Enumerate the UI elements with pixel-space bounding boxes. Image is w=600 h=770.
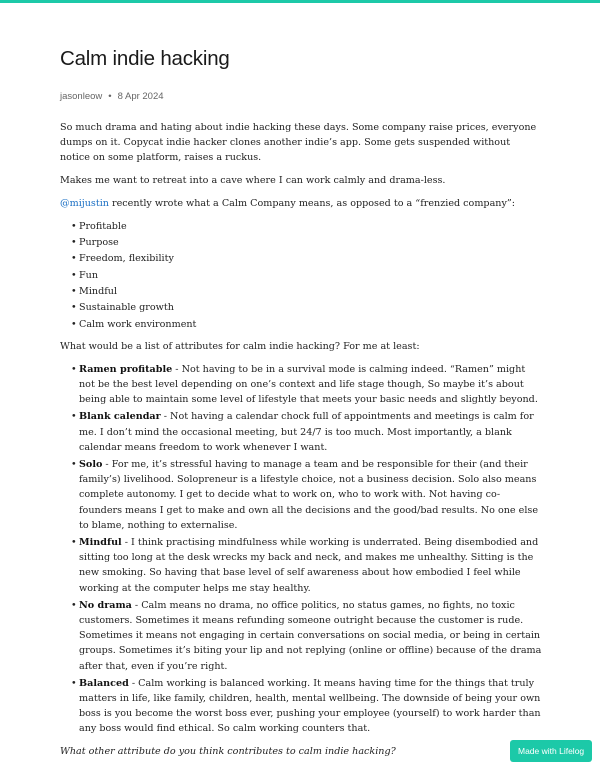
paragraph	[60, 196, 542, 211]
attribute-item	[73, 457, 542, 533]
list-item: • Fun	[73, 268, 542, 283]
made-with-lifelog-button[interactable]: Made with Lifelog	[510, 740, 592, 762]
attribute-item	[73, 598, 542, 674]
paragraph-text: recently wrote what a Calm Company means, as opposed to a “frenzied company”:	[108, 197, 516, 209]
attribute-item	[73, 409, 542, 455]
attribute-item	[73, 535, 542, 596]
attribute-text: - I think practising mindfulness while working is underrated. Being disembodied and sitting too long at the desk wrecks my back and neck, and makes me unhealthy. Sitting is the new smoking. So having that base level of self awareness about how embodied I feel while working at the computer helps me stay healthy.	[79, 537, 539, 594]
attribute-text: - Not having a calendar chock full of appointments and meetings is calm for me. I don’t mind the occasional meeting, but 24/7 is too much. Most importantly, a blank calendar means freedom to work whenever I want.	[79, 411, 534, 453]
calm-company-list	[60, 219, 542, 333]
closing-question	[60, 744, 542, 759]
attribute-text: - Calm means no drama, no office politics, no status games, no fights, no toxic customers. Sometimes it means refunding someone outright because the customer is rude. Sometimes it means not engaging in certain conversations on social media, or being in certain groups. Sometimes it’s biting your lip and not replying (online or offline) because of the drama after that, even if you’re right.	[79, 599, 542, 672]
attribute-item	[73, 362, 542, 408]
page-title: Calm indie hacking	[60, 47, 230, 70]
list-item: • Profitable	[73, 219, 542, 234]
attribute-term: Balanced	[79, 677, 129, 689]
post-meta	[60, 91, 542, 102]
author-link[interactable]: jasonleow	[60, 91, 103, 102]
list-item: • Purpose	[73, 235, 542, 250]
paragraph: So much drama and hating about indie hacking these days. Some company raise prices, everyone dumps on it. Copycat indie hacker clones another indie’s app. Some gets suspended without notice on some platform, raises a ruckus.	[60, 122, 537, 164]
attribute-text: - For me, it’s stressful having to manage a team and be responsible for their (and their family’s) livelihood. Solopreneur is a lifestyle choice, not a business decision. Solo also means complete autonomy. I get to decide what to work on, who to work with. Not having co-founders means I get to make and own all the decisions and the good/bad results. No one else to blame, nothing to externalise.	[79, 458, 538, 531]
list-item: • Sustainable growth	[73, 300, 542, 315]
paragraph: Makes me want to retreat into a cave where I can work calmly and drama-less.	[60, 175, 446, 187]
closing-text: What other attribute do you think contributes to calm indie hacking?	[60, 745, 396, 757]
post	[60, 47, 542, 766]
list-item: • Mindful	[73, 284, 542, 299]
paragraph: What would be a list of attributes for calm indie hacking? For me at least:	[60, 341, 420, 353]
attribute-text: - Calm working is balanced working. It means having time for the things that truly matters in life, like family, children, health, mental wellbeing. The downside of being your own boss is you become the worst boss ever, pushing your employee (yourself) to work harder than any boss would find ethical. So calm working counters that.	[79, 677, 541, 735]
attribute-term: Solo	[79, 458, 103, 470]
attributes-list	[60, 362, 542, 737]
attribute-term: No drama	[79, 599, 132, 611]
list-item: • Freedom, flexibility	[73, 251, 542, 266]
post-date: 8 Apr 2024	[117, 91, 164, 102]
attribute-term: Ramen profitable	[79, 363, 173, 375]
attribute-item	[73, 676, 542, 737]
mention-link[interactable]: @mijustin	[60, 197, 109, 209]
attribute-term: Blank calendar	[79, 411, 161, 423]
post-body	[60, 120, 542, 759]
attribute-text: - Not having to be in a survival mode is calming indeed. “Ramen” might not be the best level depending on one’s context and life stage though, So maybe it’s about being able to maintain some level of lifestyle that meets your basic needs and slightly beyond.	[79, 363, 538, 406]
attribute-term: Mindful	[79, 537, 122, 548]
meta-separator: •	[108, 91, 112, 102]
list-item: • Calm work environment	[73, 317, 542, 332]
